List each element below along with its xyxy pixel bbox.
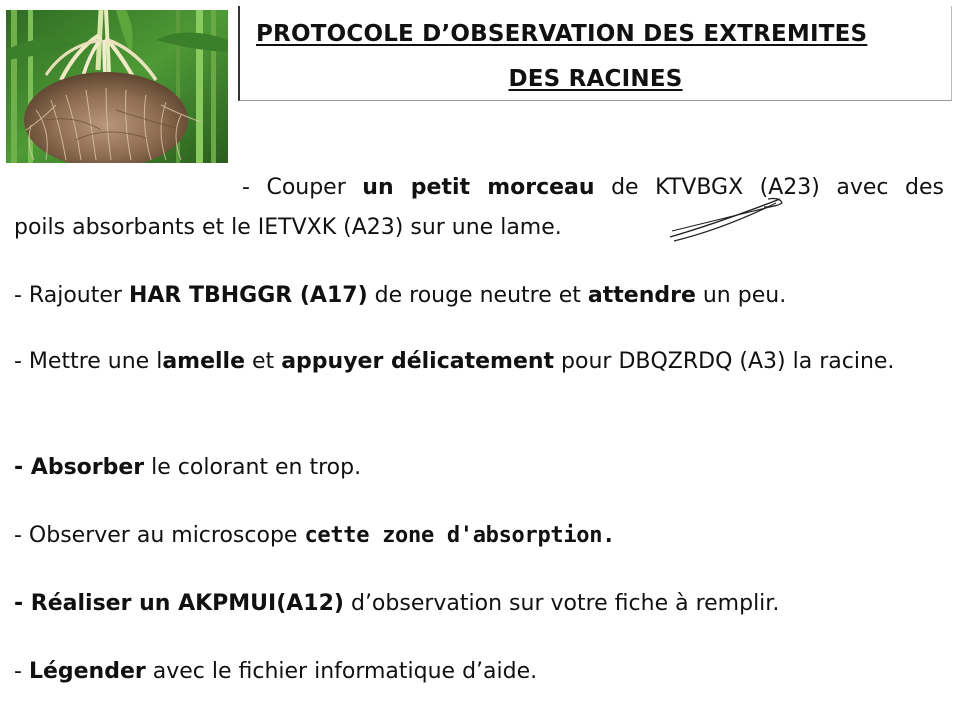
page-title-line-2: DES RACINES xyxy=(508,66,683,92)
step-coverslip: - Mettre une lamelle et appuyer délicatement pour DBQZRDQ (A3) la racine. xyxy=(14,349,895,374)
step-drawing: - Réaliser un AKPMUI(A12) d’observation sur votre fiche à remplir. xyxy=(14,591,780,616)
step-1-line-2: poils absorbants et le IETVXK (A23) sur une lame. xyxy=(14,215,562,240)
title-box xyxy=(238,6,952,101)
pen-scribble xyxy=(668,193,784,245)
step-cut-sample xyxy=(14,168,944,248)
step-absorb: - Absorber le colorant en trop. xyxy=(14,455,362,480)
page-title-line-1: PROTOCOLE D’OBSERVATION DES EXTREMITES xyxy=(256,21,868,47)
root-photo xyxy=(6,10,228,163)
step-1-line-1: - Couper un petit morceau de KTVBGX (A23) avec des xyxy=(242,175,944,200)
step-observe: - Observer au microscope cette zone d'absorption. xyxy=(14,523,616,548)
step-add-stain: - Rajouter HAR TBHGGR (A17) de rouge neutre et attendre un peu. xyxy=(14,283,787,308)
step-label: - Légender avec le fichier informatique d’aide. xyxy=(14,659,538,684)
